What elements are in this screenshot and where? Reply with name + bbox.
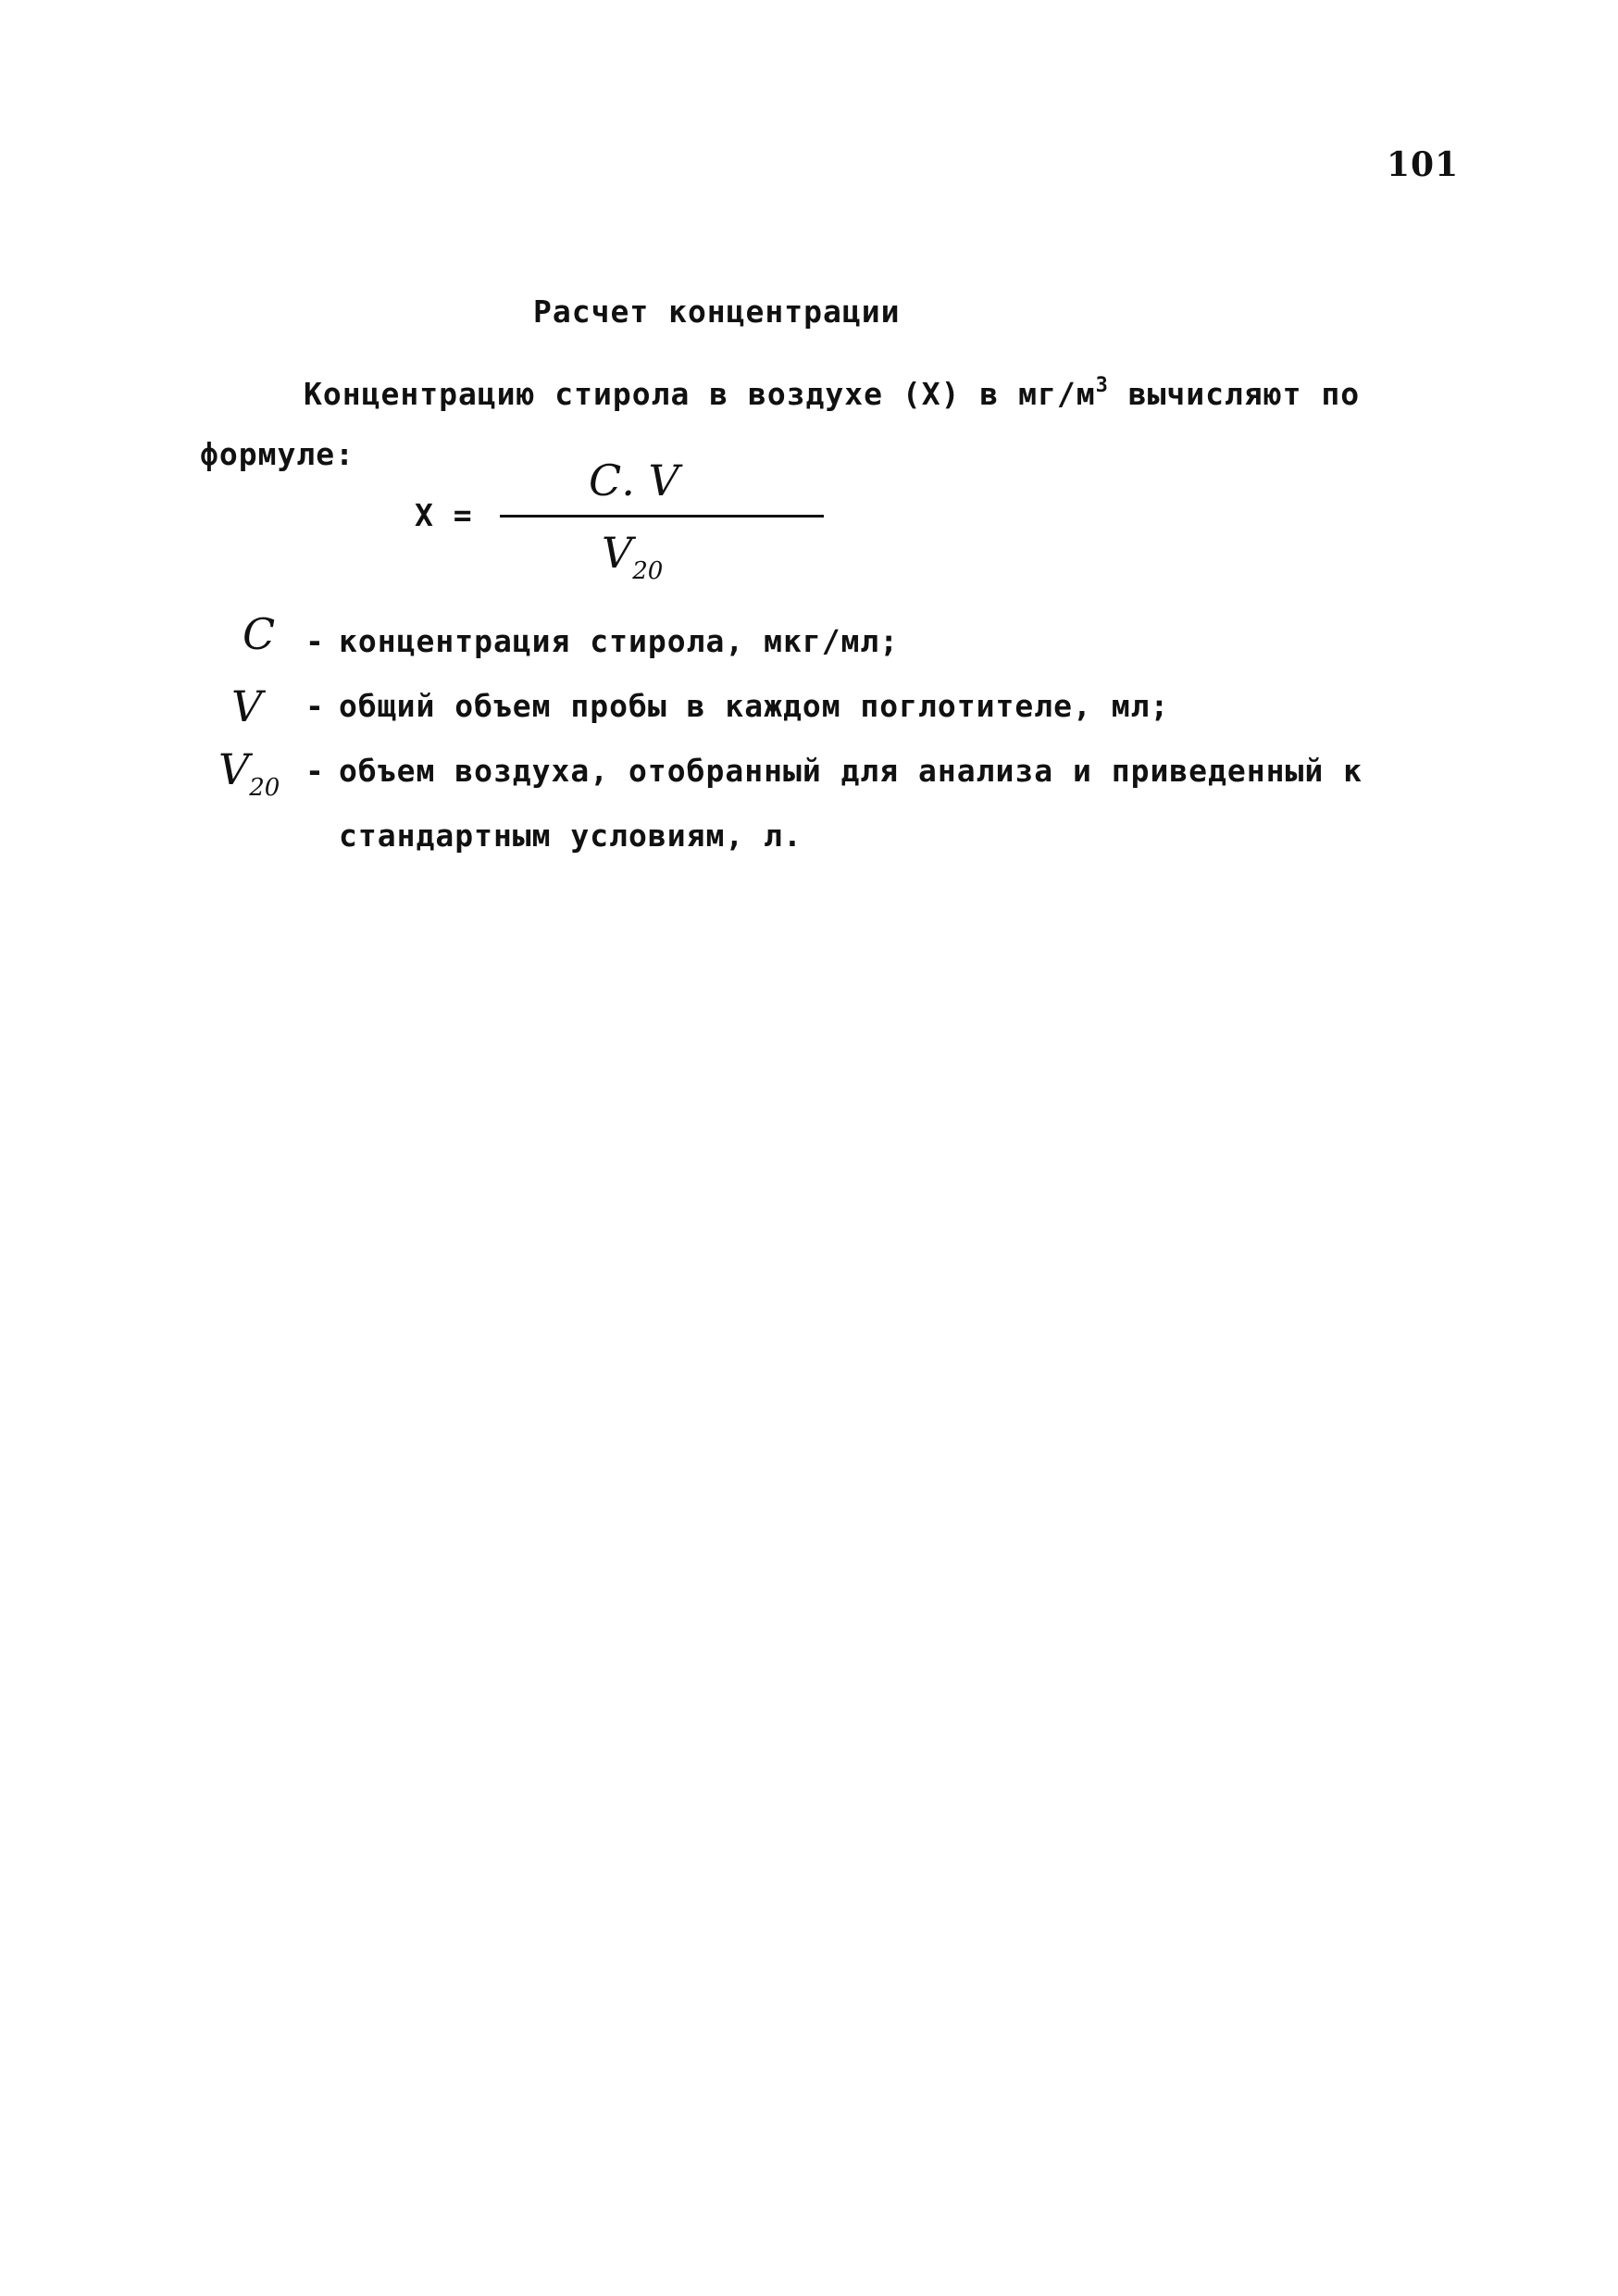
legend-symbol-v: V (231, 681, 263, 731)
formula-lhs: X = (415, 497, 473, 533)
formula-denominator (602, 528, 664, 585)
symbol-v: V (648, 455, 679, 505)
fraction-bar (500, 515, 824, 518)
section-heading: Расчет концентрации (533, 293, 901, 330)
unit-superscript: 3 (1095, 374, 1109, 397)
intro-text-prefix: Концентрацию стирола в воздухе (X) в мг/м (304, 376, 1096, 412)
symbol-c: С (589, 455, 622, 505)
legend-text-c: концентрация стирола, мкг/мл; (339, 623, 900, 659)
symbol-v: V (218, 744, 250, 794)
legend-symbol-c: С (243, 609, 276, 659)
formula-numerator (589, 455, 679, 505)
intro-line-2: формуле: (200, 436, 355, 472)
subscript-20: 20 (249, 774, 280, 802)
symbol-v20: V (602, 528, 633, 578)
legend-dash: - (305, 623, 325, 659)
subscript-20: 20 (632, 557, 664, 585)
multiply-dot: . (621, 455, 635, 505)
legend-text-v: общий объем пробы в каждом поглотителе, мл; (339, 688, 1170, 724)
intro-text-suffix: вычисляют по (1108, 376, 1361, 412)
legend-dash: - (305, 753, 325, 789)
legend-text-v20: объем воздуха, отобранный для анализа и приведенный к (339, 753, 1363, 789)
page-number: 101 (1387, 145, 1460, 184)
legend-dash: - (305, 688, 325, 724)
legend-text-v20-continuation: стандартным условиям, л. (339, 817, 803, 854)
legend-symbol-v20 (218, 744, 280, 802)
intro-line-1 (304, 374, 1361, 412)
